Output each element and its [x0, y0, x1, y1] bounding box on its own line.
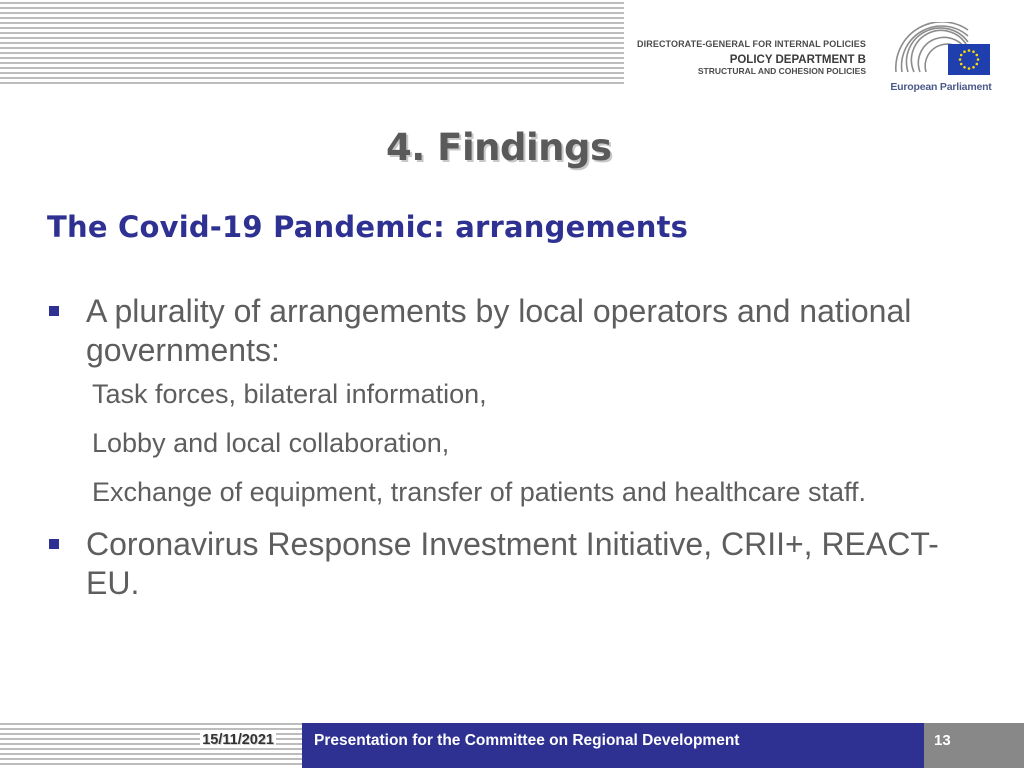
- footer-page-box: [924, 723, 1024, 768]
- slide-title: 4. Findings: [386, 126, 612, 169]
- header-department-block: [637, 40, 866, 75]
- sub-item: Lobby and local collaboration,: [92, 428, 450, 458]
- footer-stripes: [0, 723, 302, 768]
- header-policies: STRUCTURAL AND COHESION POLICIES: [697, 65, 866, 76]
- bullet-text: Coronavirus Response Investment Initiative, CRII+, REACT-EU.: [86, 526, 939, 601]
- footer-presentation-title: Presentation for the Committee on Regional Development: [314, 732, 740, 749]
- slide-subtitle: The Covid-19 Pandemic: arrangements: [47, 210, 689, 244]
- square-bullet-icon: [49, 539, 59, 549]
- footer: [0, 723, 1024, 768]
- bullet-text: A plurality of arrangements by local operators and national governments:: [86, 293, 912, 368]
- square-bullet-icon: [49, 306, 59, 316]
- bullet-item: [45, 292, 985, 370]
- slide-content: [45, 292, 985, 603]
- header-directorate: DIRECTORATE-GENERAL FOR INTERNAL POLICIES: [637, 39, 866, 49]
- header-stripes: [0, 2, 624, 84]
- bullet-item: [45, 525, 985, 603]
- page-number: 13: [934, 732, 951, 749]
- footer-date: 15/11/2021: [202, 732, 274, 748]
- sub-item: Task forces, bilateral information,: [92, 379, 487, 409]
- sub-item: Exchange of equipment, transfer of patients and healthcare staff.: [92, 477, 866, 507]
- logo-label: European Parliament: [890, 81, 992, 93]
- footer-presentation-bar: [302, 723, 924, 768]
- eu-flag-icon: [948, 44, 990, 75]
- header-department: POLICY DEPARTMENT B: [729, 54, 866, 67]
